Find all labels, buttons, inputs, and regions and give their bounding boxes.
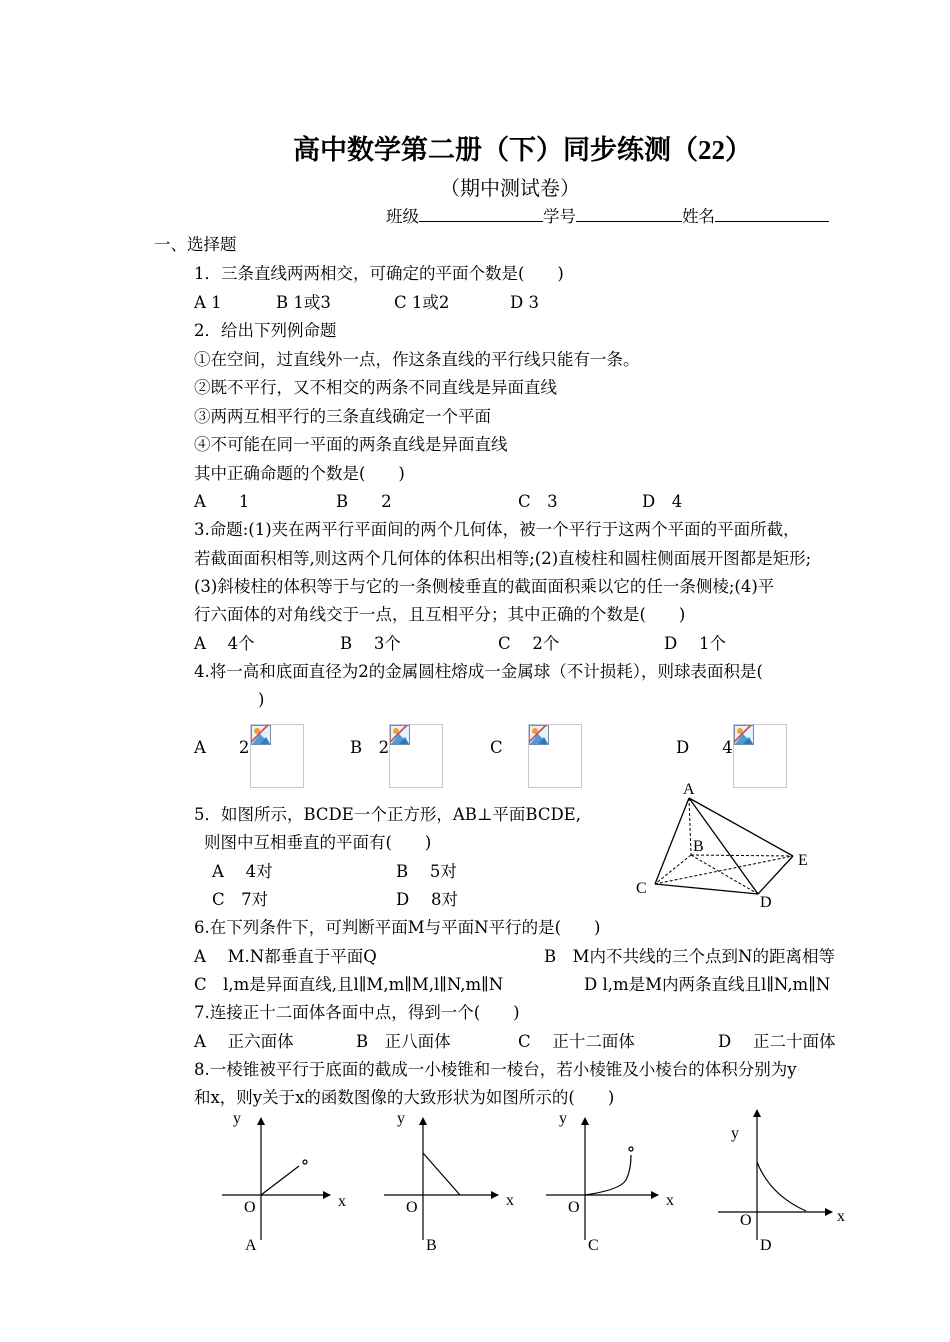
q5-option-b: B 5对 bbox=[396, 862, 457, 881]
q2-option-a: A 1 bbox=[194, 492, 250, 511]
q3-option-d: D 1个 bbox=[664, 634, 726, 653]
name-label: 姓名 bbox=[682, 207, 715, 226]
edge-ab bbox=[689, 798, 691, 855]
graph-c-caption: C bbox=[588, 1237, 599, 1254]
q2-option-c: C 3 bbox=[518, 492, 558, 511]
q3-line-2: 若截面面积相等,则这两个几何体的体积出相等;(2)直棱柱和圆柱侧面展开图都是矩形; bbox=[194, 549, 812, 568]
q6-option-d: D l,m是M内两条直线且l∥N,m∥N bbox=[584, 975, 831, 994]
q6-option-b: B M内不共线的三个点到N的距离相等 bbox=[544, 947, 835, 966]
q1-option-d: D 3 bbox=[510, 293, 539, 312]
graph-b-caption: B bbox=[426, 1237, 437, 1254]
curve-d bbox=[757, 1162, 806, 1211]
broken-image-icon bbox=[529, 725, 549, 745]
info-line bbox=[386, 206, 829, 227]
id-blank[interactable] bbox=[576, 206, 682, 222]
graph-c-y-label: y bbox=[559, 1110, 567, 1127]
graph-a-x-label: x bbox=[338, 1193, 346, 1210]
curve-a bbox=[261, 1166, 299, 1195]
open-point bbox=[303, 1160, 307, 1164]
id-label: 学号 bbox=[543, 207, 576, 226]
graph-a-y-label: y bbox=[233, 1110, 241, 1127]
curve-b bbox=[423, 1153, 460, 1195]
q4-image-b bbox=[389, 724, 443, 788]
q5-line-1: 5．如图所示，BCDE一个正方形，AB⊥平面BCDE, bbox=[194, 805, 581, 824]
q4-option-d: D 4 bbox=[676, 738, 733, 757]
q2-statement-4: ④不可能在同一平面的两条直线是异面直线 bbox=[194, 435, 508, 454]
open-point bbox=[629, 1147, 633, 1151]
graph-d bbox=[718, 1110, 845, 1254]
q4-image-a bbox=[250, 724, 304, 788]
vertex-label-a: A bbox=[683, 781, 695, 798]
graph-b bbox=[384, 1110, 514, 1254]
graph-b-x-label: x bbox=[506, 1192, 514, 1209]
graph-a-origin: O bbox=[244, 1199, 256, 1216]
q8-line-2: 和x，则y关于x的函数图像的大致形状为如图所示的( ) bbox=[194, 1088, 615, 1107]
q4-option-a: A 2 bbox=[194, 738, 250, 757]
graph-b-origin: O bbox=[406, 1199, 418, 1216]
q1-option-c: C 1或2 bbox=[394, 293, 450, 312]
edge-ae bbox=[689, 798, 793, 856]
broken-image-icon bbox=[734, 725, 754, 745]
graph-c-origin: O bbox=[568, 1199, 580, 1216]
graph-b-y-label: y bbox=[397, 1110, 405, 1127]
graph-d-caption: D bbox=[760, 1237, 772, 1254]
q5-option-c: C 7对 bbox=[212, 890, 269, 909]
name-blank[interactable] bbox=[715, 206, 829, 222]
q4-image-c bbox=[528, 724, 582, 788]
q3-line-1: 3.命题:(1)夹在两平行平面间的两个几何体，被一个平行于这两个平面的平面所截， bbox=[194, 520, 800, 539]
q4-line-1: 4.将一高和底面直径为2的金属圆柱熔成一金属球（不计损耗），则球表面积是( bbox=[194, 662, 763, 681]
function-graphs bbox=[0, 1100, 950, 1260]
q5-option-d: D 8对 bbox=[396, 890, 458, 909]
q7-option-c: C 正十二面体 bbox=[518, 1032, 635, 1051]
q2-statement-3: ③两两互相平行的三条直线确定一个平面 bbox=[194, 407, 491, 426]
q3-option-b: B 3个 bbox=[340, 634, 401, 653]
broken-image-icon bbox=[390, 725, 410, 745]
q7-option-b: B 正八面体 bbox=[356, 1032, 451, 1051]
q5-line-2: 则图中互相垂直的平面有( ) bbox=[204, 833, 432, 852]
q5-option-a: A 4对 bbox=[212, 862, 273, 881]
q3-line-4: 行六面体的对角线交于一点，且互相平分；其中正确的个数是( ) bbox=[194, 605, 686, 624]
q7-option-a: A 正六面体 bbox=[194, 1032, 294, 1051]
graph-d-y-label: y bbox=[731, 1125, 739, 1142]
graph-a bbox=[222, 1110, 346, 1254]
q8-line-1: 8.一棱锥被平行于底面的截成一小棱锥和一棱台，若小棱锥及小棱台的体积分别为y bbox=[194, 1060, 797, 1079]
q3-option-c: C 2个 bbox=[498, 634, 560, 653]
class-blank[interactable] bbox=[419, 206, 543, 222]
q2-statement-1: ①在空间，过直线外一点，作这条直线的平行线只能有一条。 bbox=[194, 350, 640, 369]
q4-line-2: ) bbox=[258, 690, 265, 709]
q2-stem: 2．给出下列例命题 bbox=[194, 321, 337, 340]
vertex-label-b: B bbox=[693, 838, 704, 855]
q1-option-a: A 1 bbox=[194, 293, 222, 312]
page-subtitle: （期中测试卷） bbox=[440, 176, 580, 200]
q1-stem: 1．三条直线两两相交，可确定的平面个数是( ) bbox=[194, 264, 564, 283]
diagonal-ce bbox=[655, 856, 793, 884]
graph-d-origin: O bbox=[740, 1212, 752, 1229]
q2-option-d: D 4 bbox=[642, 492, 683, 511]
edge-cd bbox=[655, 884, 758, 894]
q4-option-b: B 2 bbox=[350, 738, 390, 757]
q7-stem: 7.连接正十二面体各面中点，得到一个( ) bbox=[194, 1003, 520, 1022]
q6-stem: 6.在下列条件下，可判断平面M与平面N平行的是( ) bbox=[194, 918, 601, 937]
q2-ask: 其中正确命题的个数是( ) bbox=[194, 464, 405, 483]
graph-c bbox=[546, 1110, 674, 1254]
q7-option-d: D 正二十面体 bbox=[718, 1032, 836, 1051]
pyramid-figure bbox=[630, 776, 820, 914]
graph-c-x-label: x bbox=[666, 1192, 674, 1209]
edge-be bbox=[691, 855, 793, 856]
q3-line-3: (3)斜棱柱的体积等于与它的一条侧棱垂直的截面面积乘以它的任一条侧棱;(4)平 bbox=[194, 577, 775, 596]
vertex-label-e: E bbox=[798, 852, 808, 869]
q6-option-c: C l,m是异面直线,且l∥M,m∥M,l∥N,m∥N bbox=[194, 975, 504, 994]
edge-ac bbox=[655, 798, 689, 884]
section-heading: 一、选择题 bbox=[154, 235, 237, 254]
q3-option-a: A 4个 bbox=[194, 634, 255, 653]
graph-d-x-label: x bbox=[837, 1208, 845, 1225]
page-title: 高中数学第二册（下）同步练测（22） bbox=[293, 135, 752, 165]
curve-c bbox=[585, 1155, 631, 1195]
q6-option-a: A M.N都垂直于平面Q bbox=[194, 947, 377, 966]
q2-option-b: B 2 bbox=[336, 492, 392, 511]
q4-option-c: C bbox=[490, 738, 503, 757]
broken-image-icon bbox=[251, 725, 271, 745]
vertex-label-c: C bbox=[636, 880, 647, 897]
vertex-label-d: D bbox=[760, 894, 772, 911]
q1-option-b: B 1或3 bbox=[276, 293, 331, 312]
class-label: 班级 bbox=[386, 207, 419, 226]
q2-statement-2: ②既不平行，又不相交的两条不同直线是异面直线 bbox=[194, 378, 557, 397]
graph-a-caption: A bbox=[245, 1237, 257, 1254]
